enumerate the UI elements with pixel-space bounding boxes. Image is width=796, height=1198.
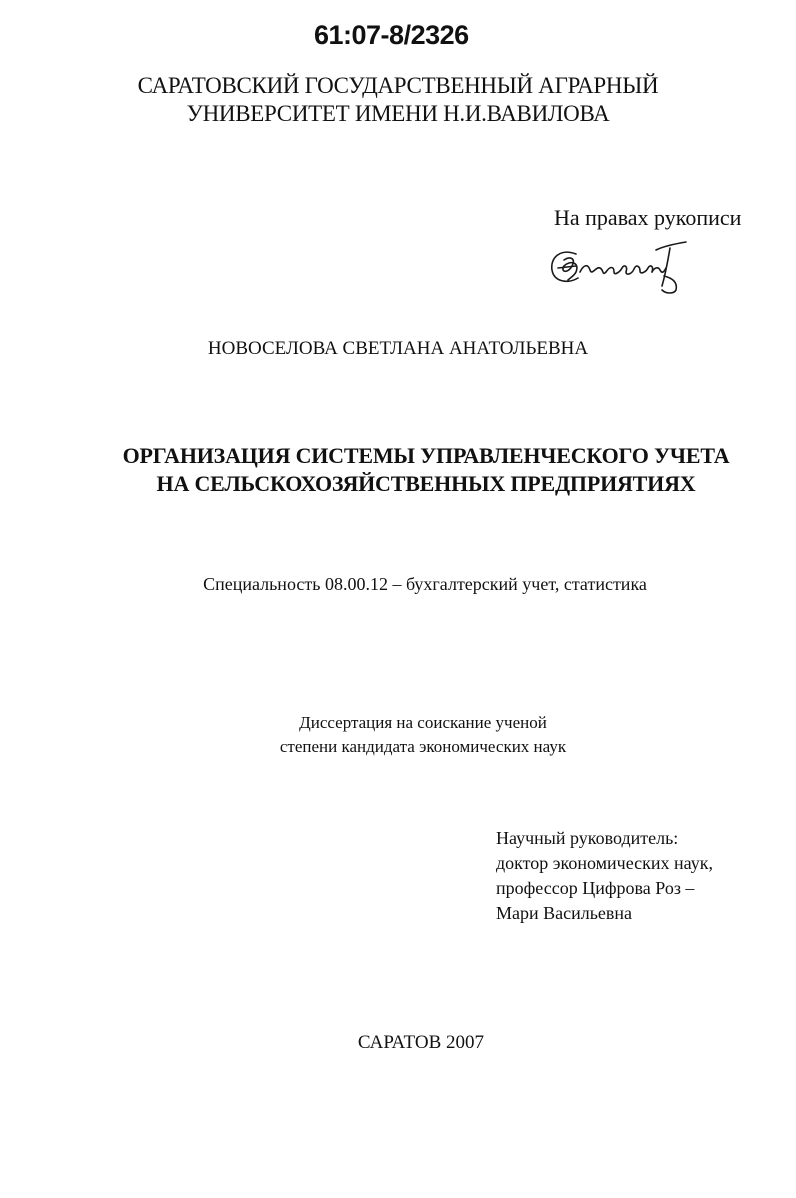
supervisor-line-3: профессор Цифрова Роз – (496, 878, 695, 898)
author-name: НОВОСЕЛОВА СВЕТЛАНА АНАТОЛЬЕВНА (207, 338, 589, 359)
university-line-2: УНИВЕРСИТЕТ ИМЕНИ Н.И.ВАВИЛОВА (186, 101, 610, 126)
degree-line-1: Диссертация на соискание ученой (299, 713, 547, 732)
specialty: Специальность 08.00.12 – бухгалтерский учет, статистика (203, 574, 647, 594)
degree-line-2: степени кандидата экономических наук (279, 737, 567, 756)
supervisor-line-2: доктор экономических наук, (496, 853, 713, 873)
degree-statement (0, 711, 796, 759)
city-year: САРАТОВ 2007 (357, 1032, 485, 1053)
catalog-number: 61:07-8/2326 (314, 20, 469, 50)
title-line-2: НА СЕЛЬСКОХОЗЯЙСТВЕННЫХ ПРЕДПРИЯТИЯХ (156, 471, 696, 496)
supervisor-line-1: Научный руководитель: (496, 828, 679, 848)
signature-icon (546, 236, 696, 298)
university-line-1: САРАТОВСКИЙ ГОСУДАРСТВЕННЫЙ АГРАРНЫЙ (137, 73, 659, 98)
supervisor-line-4: Мари Васильевна (496, 903, 633, 923)
title-line-1: ОРГАНИЗАЦИЯ СИСТЕМЫ УПРАВЛЕНЧЕСКОГО УЧЕТА (122, 443, 730, 468)
rights-note: На правах рукописи (554, 205, 742, 230)
dissertation-title (0, 442, 796, 498)
supervisor-block (496, 826, 713, 926)
university-heading (0, 72, 796, 128)
